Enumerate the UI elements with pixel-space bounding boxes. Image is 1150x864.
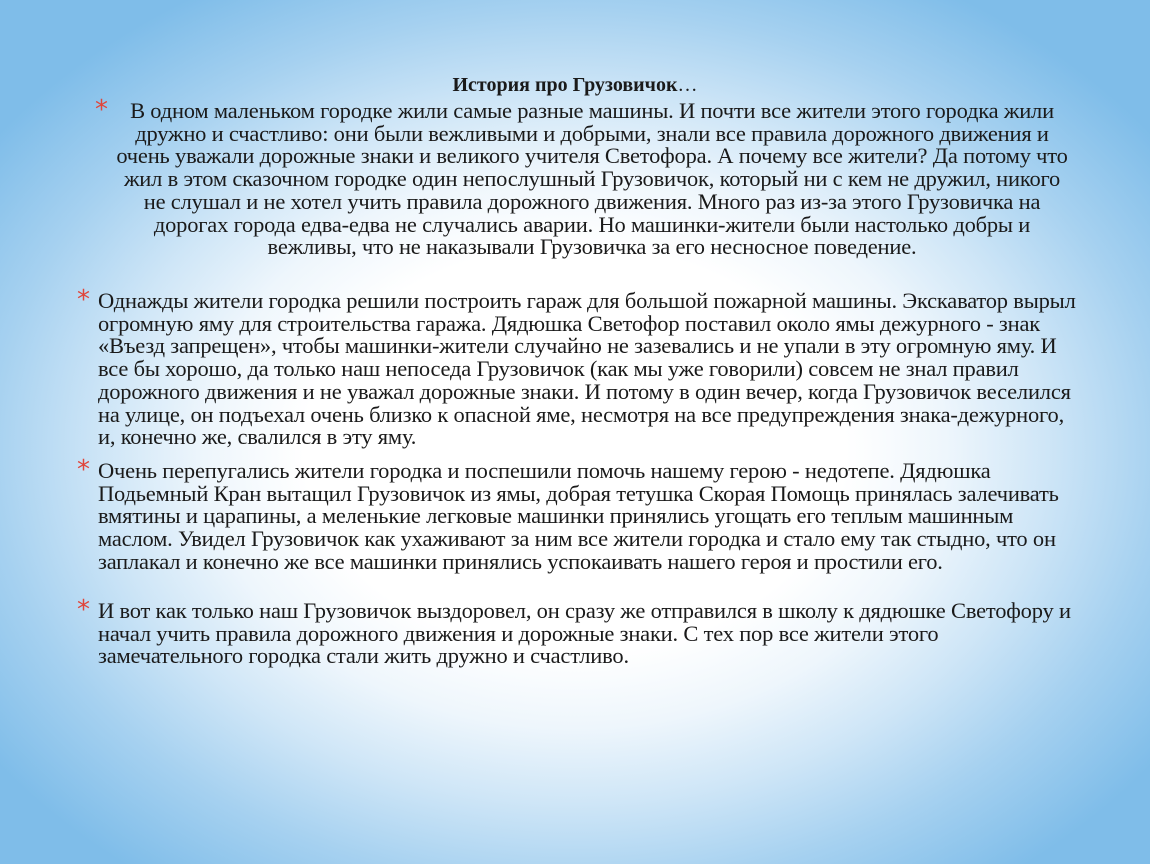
paragraph-2: Однажды жители городка решили построить гараж для большой пожарной машины. Экскаватор вырыл огромную яму для строительства гаража. Дядюшка Светофор поставил около ямы дежурного - знак «Въезд запрещен», чтобы машинки-жители случайно не зазевались и не упали в эту огромную яму. И все бы хорошо, да только наш непоседа Грузовичок (как мы уже говорили) совсем не знал правил дорожного движения и не уважал дорожные знаки. И потому в один вечер, когда Грузовичок веселился на улице, он подъехал очень близко к опасной яме, несмотря на все предупреждения знака-дежурного, и, конечно же, свалился в эту яму. xyxy=(98,288,1076,450)
paragraph-3: Очень перепугались жители городка и поспешили помочь нашему герою - недотепе. Дядюшка Подьемный Кран вытащил Грузовичок из ямы, добрая тетушка Скорая Помощь принялась залечивать вмятины и царапины, а меленькие легковые машинки принялись угощать его теплым машинным маслом. Увидел Грузовичок как ухаживают за ним все жители городка и стало ему так стыдно, что он заплакал и конечно же все машинки принялись успокаивать нашего героя и простили его. xyxy=(98,458,1059,574)
paragraph-1: В одном маленьком городке жили самые разные машины. И почти все жители этого городка жили дружно и счастливо: они были вежливыми и добрыми, знали все правила дорожного движения и очень уважали дорожные знаки и великого учителя Светофора. А почему все жители? Да потому что жил в этом сказочном городке один непослушный Грузовичок, который ни с кем не дружил, никого не слушал и не хотел учить правила дорожного движения. Много раз из-за этого Грузовичка на дорогах города едва-едва не случались аварии. Но машинки-жители были настолько добры и вежливы, что не наказывали Грузовичка за его несносное поведение. xyxy=(116,98,1068,260)
asterisk-bullet-icon: * xyxy=(77,285,90,315)
asterisk-bullet-icon: * xyxy=(95,95,108,125)
asterisk-bullet-icon: * xyxy=(77,595,90,625)
asterisk-bullet-icon: * xyxy=(77,455,90,485)
paragraph-4: И вот как только наш Грузовичок выздоровел, он сразу же отправился в школу к дядюшке Светофору и начал учить правила дорожного движения и дорожные знаки. С тех пор все жители этого замечательного городка стали жить дружно и счастливо. xyxy=(98,598,1071,669)
story-title xyxy=(0,72,1150,98)
story-title-ellipsis: … xyxy=(677,74,698,96)
story-title-text: История про Грузовичок xyxy=(452,74,678,96)
